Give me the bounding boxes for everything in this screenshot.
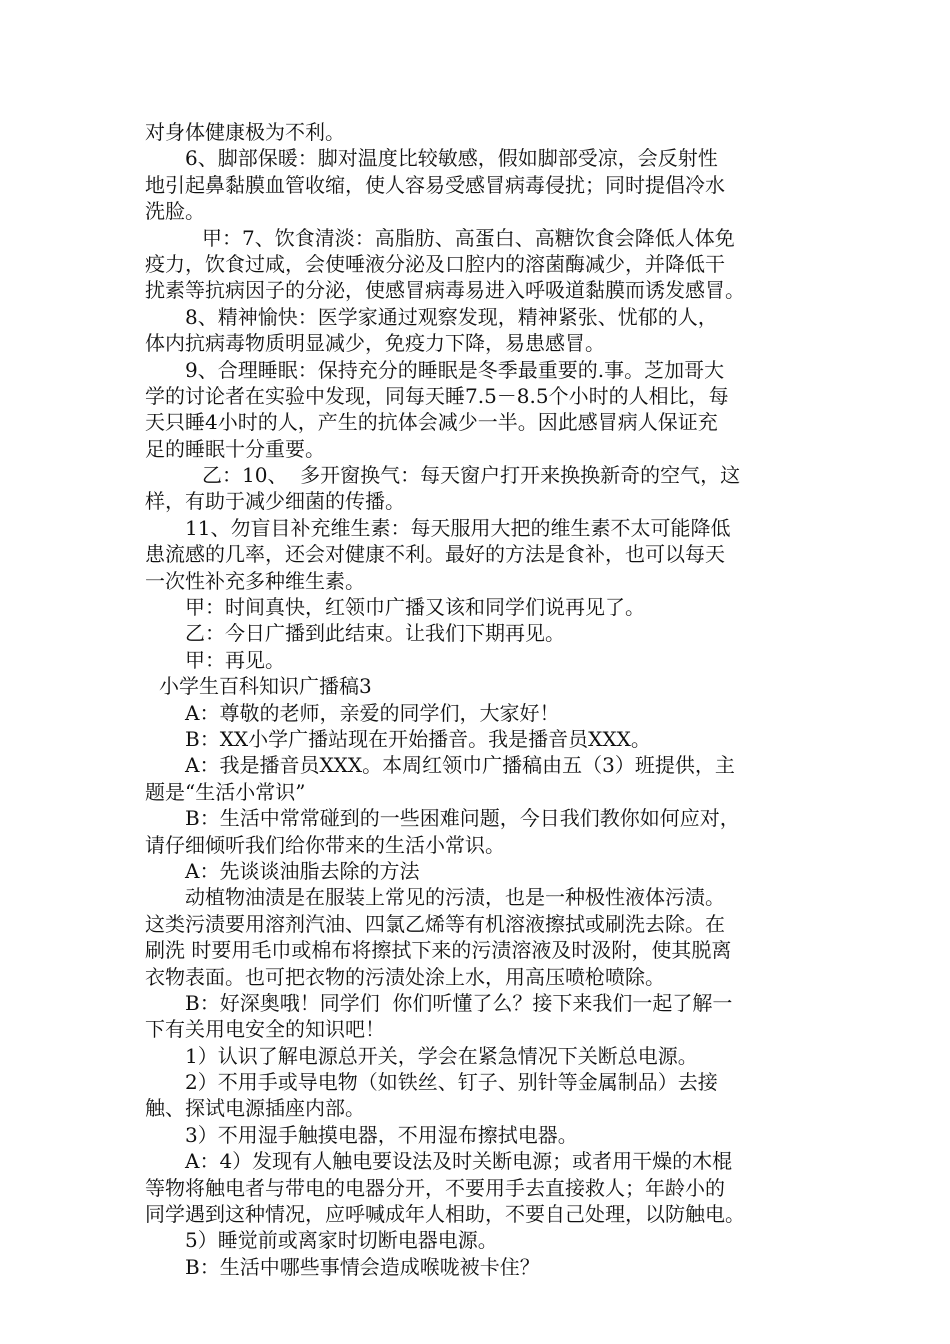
text-line: 5）睡觉前或离家时切断电器电源。 — [185, 1228, 498, 1253]
text-line: 11、勿盲目补充维生素：每天服用大把的维生素不太可能降低 — [185, 515, 731, 540]
text-line: 地引起鼻黏膜血管收缩，使人容易受感冒病毒侵扰；同时提倡冷水 — [145, 172, 725, 197]
text-line: 体内抗病毒物质明显减少，免疫力下降，易患感冒。 — [145, 331, 605, 356]
text-line: 9、合理睡眠：保持充分的睡眠是冬季最重要的.事。芝加哥大 — [185, 357, 725, 382]
text-line: 3）不用湿手触摸电器，不用湿布擦拭电器。 — [185, 1122, 578, 1147]
text-line: 对身体健康极为不利。 — [145, 120, 345, 144]
text-line: 乙：10、 多开窗换气：每天窗户打开来换换新奇的空气，这 — [202, 463, 741, 488]
text-line: 2）不用手或导电物（如铁丝、钉子、别针等金属制品）去接 — [185, 1070, 718, 1095]
text-line: B：生活中哪些事情会造成喉咙被卡住？ — [185, 1254, 540, 1279]
text-line: 甲：7、饮食清淡：高脂肪、高蛋白、高糖饮食会降低人体免 — [202, 225, 735, 250]
text-line: 下有关用电安全的知识吧！ — [145, 1017, 385, 1042]
section-heading: 小学生百科知识广播稿3 — [159, 674, 372, 699]
text-line: 请仔细倾听我们给你带来的生活小常识。 — [145, 832, 505, 857]
document-body — [145, 119, 815, 1280]
text-line: A：尊敬的老师，亲爱的同学们，大家好！ — [185, 700, 560, 725]
text-line: 动植物油渍是在服装上常见的污渍，也是一种极性液体污渍。 — [185, 885, 725, 910]
text-line: 同学遇到这种情况，应呼喊成年人相助，不要自己处理，以防触电。 — [145, 1202, 745, 1227]
text-line: 天只睡4小时的人，产生的抗体会减少一半。因此感冒病人保证充 — [145, 410, 718, 435]
text-line: A：4）发现有人触电要设法及时关断电源；或者用干燥的木棍 — [185, 1149, 733, 1174]
text-line: 乙：今日广播到此结束。让我们下期再见。 — [185, 621, 565, 646]
text-line: 患流感的几率，还会对健康不利。最好的方法是食补，也可以每天 — [145, 542, 725, 567]
text-line: B：好深奥哦！同学们 你们听懂了么？接下来我们一起了解一 — [185, 990, 733, 1015]
text-line: 刷洗 时要用毛巾或棉布将擦拭下来的污渍溶液及时汲附，使其脱离 — [145, 938, 732, 963]
text-line: 甲：时间真快，红领巾广播又该和同学们说再见了。 — [185, 595, 645, 620]
text-line: 足的睡眠十分重要。 — [145, 436, 325, 461]
text-line: 甲：再见。 — [185, 647, 285, 672]
text-line: 6、脚部保暖：脚对温度比较敏感，假如脚部受凉，会反射性 — [185, 146, 718, 171]
text-line: 疫力，饮食过咸，会使唾液分泌及口腔内的溶菌酶减少，并降低干 — [145, 251, 725, 276]
text-line: 学的讨论者在实验中发现，同每天睡7.5－8.5个小时的人相比，每 — [145, 383, 729, 408]
text-line: A：先谈谈油脂去除的方法 — [185, 858, 420, 883]
text-line: 扰素等抗病因子的分泌，使感冒病毒易进入呼吸道黏膜而诱发感冒。 — [145, 278, 745, 303]
text-line: 题是“生活小常识” — [145, 779, 306, 804]
text-line: 一次性补充多种维生素。 — [145, 568, 365, 593]
text-line: 8、精神愉快：医学家通过观察发现，精神紧张、忧郁的人， — [185, 304, 718, 329]
text-line: 衣物表面。也可把衣物的污渍处涂上水，用高压喷枪喷除。 — [145, 964, 665, 989]
text-line: 洗脸。 — [145, 199, 205, 224]
text-line: A：我是播音员XXX。本周红领巾广播稿由五（3）班提供，主 — [185, 753, 735, 778]
text-line: B：XX小学广播站现在开始播音。我是播音员XXX。 — [185, 726, 651, 751]
text-line: 触、探试电源插座内部。 — [145, 1096, 365, 1121]
text-line: B：生活中常常碰到的一些困难问题，今日我们教你如何应对， — [185, 806, 740, 831]
text-line: 这类污渍要用溶剂汽油、四氯乙烯等有机溶液擦拭或刷洗去除。在 — [145, 911, 725, 936]
text-line: 样，有助于减少细菌的传播。 — [145, 489, 405, 514]
text-line: 1）认识了解电源总开关，学会在紧急情况下关断总电源。 — [185, 1043, 698, 1068]
text-line: 等物将触电者与带电的电器分开，不要用手去直接救人；年龄小的 — [145, 1175, 725, 1200]
